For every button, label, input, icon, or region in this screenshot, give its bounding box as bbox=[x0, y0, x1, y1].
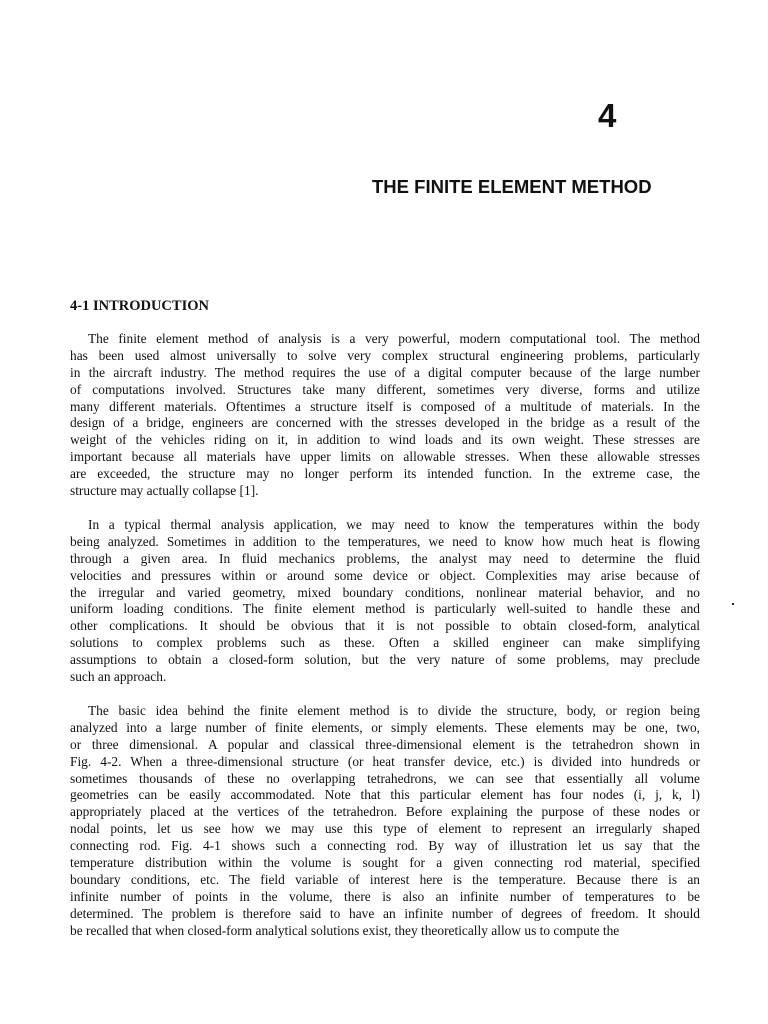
text-line: are exceeded, the structure may no longer perform its intended function. In the extreme case, the bbox=[70, 466, 700, 482]
text-line: temperature distribution within the volume is sought for a given connecting rod material, specified bbox=[70, 855, 700, 871]
text-line: infinite number of points in the volume, there is also an infinite number of temperatures to be bbox=[70, 888, 700, 904]
text-line: in the aircraft industry. The method requires the use of a digital computer because of the large number bbox=[70, 364, 700, 380]
text-line: determined. The problem is therefore said to have an infinite number of degrees of freedom. It should bbox=[70, 905, 700, 921]
text-line: be recalled that when closed-form analytical solutions exist, they theoretically allow us to compute the bbox=[70, 922, 620, 938]
scan-speck bbox=[732, 603, 734, 605]
text-line: velocities and pressures within or around some device or object. Complexities may arise because of bbox=[70, 567, 700, 583]
text-line: geometries can be easily accommodated. Note that this particular element has four nodes (i, j, k, l) bbox=[70, 787, 700, 803]
text-line: or three dimensional. A popular and classical three-dimensional element is the tetrahedron shown in bbox=[70, 736, 700, 752]
text-line: important because all materials have upper limits on allowable stresses. When these allowable stresses bbox=[70, 449, 700, 465]
paragraph-2 bbox=[70, 517, 700, 686]
text-line: design of a bridge, engineers are concerned with the stresses developed in the bridge as a result of the bbox=[70, 415, 700, 431]
paragraph-3 bbox=[70, 703, 700, 939]
text-line: the irregular and varied geometry, mixed boundary conditions, nonlinear material behavior, and no bbox=[70, 584, 700, 600]
text-line: through a given area. In fluid mechanics problems, the analyst may need to determine the fluid bbox=[70, 550, 700, 566]
paragraph-1 bbox=[70, 331, 700, 500]
text-line: nodal points, let us see how we may use this type of element to represent an irregularly shaped bbox=[70, 821, 700, 837]
text-line: appropriately placed at the vertices of the tetrahedron. Before explaining the purpose of these nodes or bbox=[70, 804, 700, 820]
text-line: assumptions to obtain a closed-form solution, but the very nature of some problems, may preclude bbox=[70, 652, 700, 668]
text-line: has been used almost universally to solve very complex structural engineering problems, particularly bbox=[70, 347, 700, 363]
text-line: uniform loading conditions. The finite element method is particularly well-suited to handle these and bbox=[70, 601, 700, 617]
text-line: connecting rod. Fig. 4-1 shows such a connecting rod. By way of illustration let us say that the bbox=[70, 838, 700, 854]
section-heading: 4-1 INTRODUCTION bbox=[70, 298, 209, 314]
text-line: The basic idea behind the finite element method is to divide the structure, body, or region being bbox=[88, 703, 700, 718]
text-line: structure may actually collapse [1]. bbox=[70, 483, 259, 499]
text-line: weight of the vehicles riding on it, in addition to wind loads and its own weight. These stresses are bbox=[70, 432, 700, 448]
text-line: The finite element method of analysis is a very powerful, modern computational tool. The method bbox=[88, 331, 700, 346]
chapter-title: THE FINITE ELEMENT METHOD bbox=[372, 176, 652, 197]
text-line: many different materials. Oftentimes a structure itself is composed of a multitude of materials. In the bbox=[70, 398, 700, 414]
text-line: such an approach. bbox=[70, 669, 167, 685]
text-line: Fig. 4-2. When a three-dimensional structure (or heat transfer device, etc.) is divided into hundreds or bbox=[70, 753, 700, 769]
chapter-number: 4 bbox=[598, 97, 617, 134]
text-line: being analyzed. Sometimes in addition to the temperatures, we need to know how much heat is flowing bbox=[70, 533, 700, 549]
text-line: In a typical thermal analysis application, we may need to know the temperatures within the body bbox=[88, 517, 700, 532]
text-line: boundary conditions, etc. The field variable of interest here is the temperature. Because there is an bbox=[70, 871, 700, 887]
text-line: sometimes thousands of these no overlapping tetrahedrons, we can see that essentially all volume bbox=[70, 770, 700, 786]
text-line: analyzed into a large number of finite elements, or simply elements. These elements may be one, two, bbox=[70, 719, 700, 735]
text-line: of computations involved. Structures take many different, sometimes very diverse, forms and utilize bbox=[70, 381, 700, 397]
text-line: other complications. It should be obvious that it is not possible to obtain closed-form, analytical bbox=[70, 618, 700, 634]
text-line: solutions to complex problems such as these. Often a skilled engineer can make simplifying bbox=[70, 635, 700, 651]
